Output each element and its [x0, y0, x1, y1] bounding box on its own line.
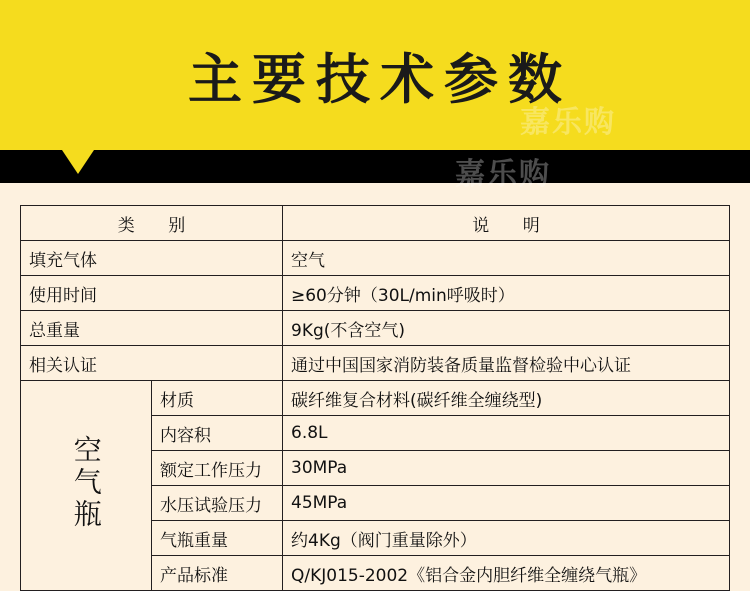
table-row [21, 276, 730, 311]
page-title: 主要技术参数 [188, 47, 572, 111]
table-row [21, 346, 730, 381]
row-subcategory: 产品标准 [152, 556, 283, 591]
row-description: 6.8L [283, 416, 730, 451]
row-category: 填充气体 [21, 241, 283, 276]
row-subcategory: 额定工作压力 [152, 451, 283, 486]
row-subcategory: 内容积 [152, 416, 283, 451]
row-description: 约4Kg（阀门重量除外） [283, 521, 730, 556]
table-header-row [21, 206, 730, 241]
header-cell-category: 类 别 [21, 206, 283, 241]
row-description: ≥60分钟（30L/min呼吸时） [283, 276, 730, 311]
watermark: 嘉乐购 [520, 105, 616, 140]
table-row [21, 311, 730, 346]
row-description: 碳纤维复合材料(碳纤维全缠绕型) [283, 381, 730, 416]
table-row-group-first [21, 381, 730, 416]
row-description: 空气 [283, 241, 730, 276]
row-category: 使用时间 [21, 276, 283, 311]
group-label-air-cylinder [21, 381, 152, 591]
spec-table [20, 205, 730, 591]
row-category: 相关认证 [21, 346, 283, 381]
group-label-text: 空气瓶 [69, 434, 103, 531]
spec-table-container [20, 205, 730, 591]
banner-notch [62, 150, 94, 174]
row-description: 45MPa [283, 486, 730, 521]
row-description: 9Kg(不含空气) [283, 311, 730, 346]
header-banner [0, 0, 750, 150]
table-row [21, 241, 730, 276]
row-description: 30MPa [283, 451, 730, 486]
row-description: Q/KJ015-2002《铝合金内胆纤维全缠绕气瓶》 [283, 556, 730, 591]
header-cell-description: 说 明 [283, 206, 730, 241]
row-subcategory: 材质 [152, 381, 283, 416]
row-description: 通过中国国家消防装备质量监督检验中心认证 [283, 346, 730, 381]
row-category: 总重量 [21, 311, 283, 346]
row-subcategory: 水压试验压力 [152, 486, 283, 521]
watermark: 嘉乐购 [455, 157, 551, 192]
row-subcategory: 气瓶重量 [152, 521, 283, 556]
header-divider-bar [0, 150, 750, 183]
